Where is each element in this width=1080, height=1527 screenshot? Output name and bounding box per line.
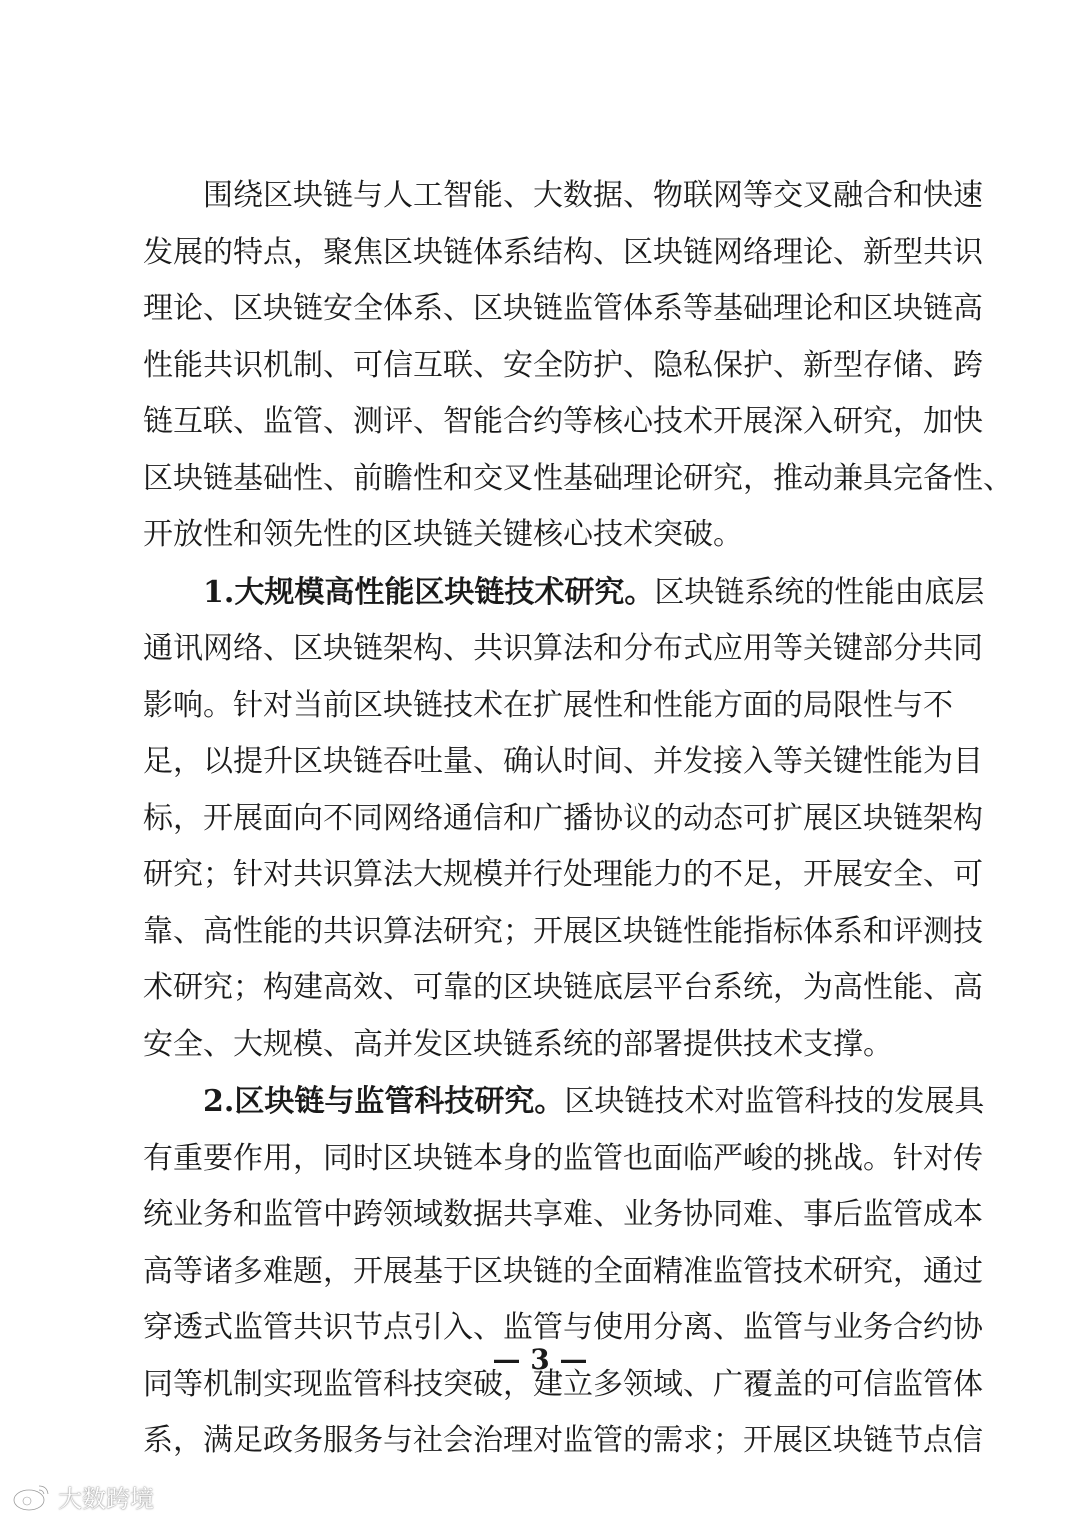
text-line [143, 1074, 985, 1131]
watermark [12, 1476, 154, 1516]
text-run: 区块链系统的性能由底层 [654, 574, 985, 610]
text-line: 标，开展面向不同网络通信和广播协议的动态可扩展区块链架构 [143, 800, 983, 836]
weibo-logo-icon [12, 1480, 52, 1512]
page-number: — 3 — [492, 1343, 588, 1376]
watermark-text: 大数跨境 [58, 1484, 154, 1513]
text-line: 围绕区块链与人工智能、大数据、物联网等交叉融合和快速 [203, 178, 983, 213]
text-line: 区块链基础性、前瞻性和交叉性基础理论研究，推动兼具完备性、 [143, 460, 1013, 496]
section-heading: 2.区块链与监管科技研究。 [203, 1084, 565, 1119]
text-line: 同等机制实现监管科技突破，建立多领域、广覆盖的可信监管体 [143, 1366, 983, 1402]
text-line: 发展的特点，聚焦区块链体系结构、区块链网络理论、新型共识 [143, 234, 983, 270]
paragraph-section-1 [143, 565, 985, 1074]
paragraph-intro [143, 168, 1013, 564]
body-text [143, 168, 1013, 1470]
paragraph-section-2 [143, 1074, 985, 1470]
text-line: 影响。针对当前区块链技术在扩展性和性能方面的局限性与不 [143, 687, 953, 723]
text-line: 靠、高性能的共识算法研究；开展区块链性能指标体系和评测技 [143, 913, 983, 949]
text-line: 足，以提升区块链吞吐量、确认时间、并发接入等关键性能为目 [143, 744, 983, 779]
text-line: 链互联、监管、测评、智能合约等核心技术开展深入研究，加快 [143, 404, 983, 439]
text-line: 研究；针对共识算法大规模并行处理能力的不足，开展安全、可 [143, 857, 983, 892]
text-line: 术研究；构建高效、可靠的区块链底层平台系统，为高性能、高 [143, 970, 983, 1005]
text-line: 统业务和监管中跨领域数据共享难、业务协同难、事后监管成本 [143, 1197, 983, 1232]
text-line: 通讯网络、区块链架构、共识算法和分布式应用等关键部分共同 [143, 631, 983, 666]
text-run: 区块链技术对监管科技的发展具 [564, 1084, 985, 1119]
text-line: 有重要作用，同时区块链本身的监管也面临严峻的挑战。针对传 [143, 1140, 983, 1176]
text-line: 系，满足政务服务与社会治理对监管的需求；开展区块链节点信 [143, 1423, 983, 1458]
text-line: 高等诸多难题，开展基于区块链的全面精准监管技术研究，通过 [143, 1253, 983, 1289]
text-line [143, 565, 985, 622]
text-line: 安全、大规模、高并发区块链系统的部署提供技术支撑。 [143, 1026, 893, 1062]
text-line: 开放性和领先性的区块链关键核心技术突破。 [143, 517, 743, 552]
text-line: 理论、区块链安全体系、区块链监管体系等基础理论和区块链高 [143, 291, 983, 326]
text-line: 性能共识机制、可信互联、安全防护、隐私保护、新型存储、跨 [143, 347, 983, 383]
section-heading: 1.大规模高性能区块链技术研究。 [203, 574, 655, 610]
text-line: 穿透式监管共识节点引入、监管与使用分离、监管与业务合约协 [143, 1310, 983, 1345]
